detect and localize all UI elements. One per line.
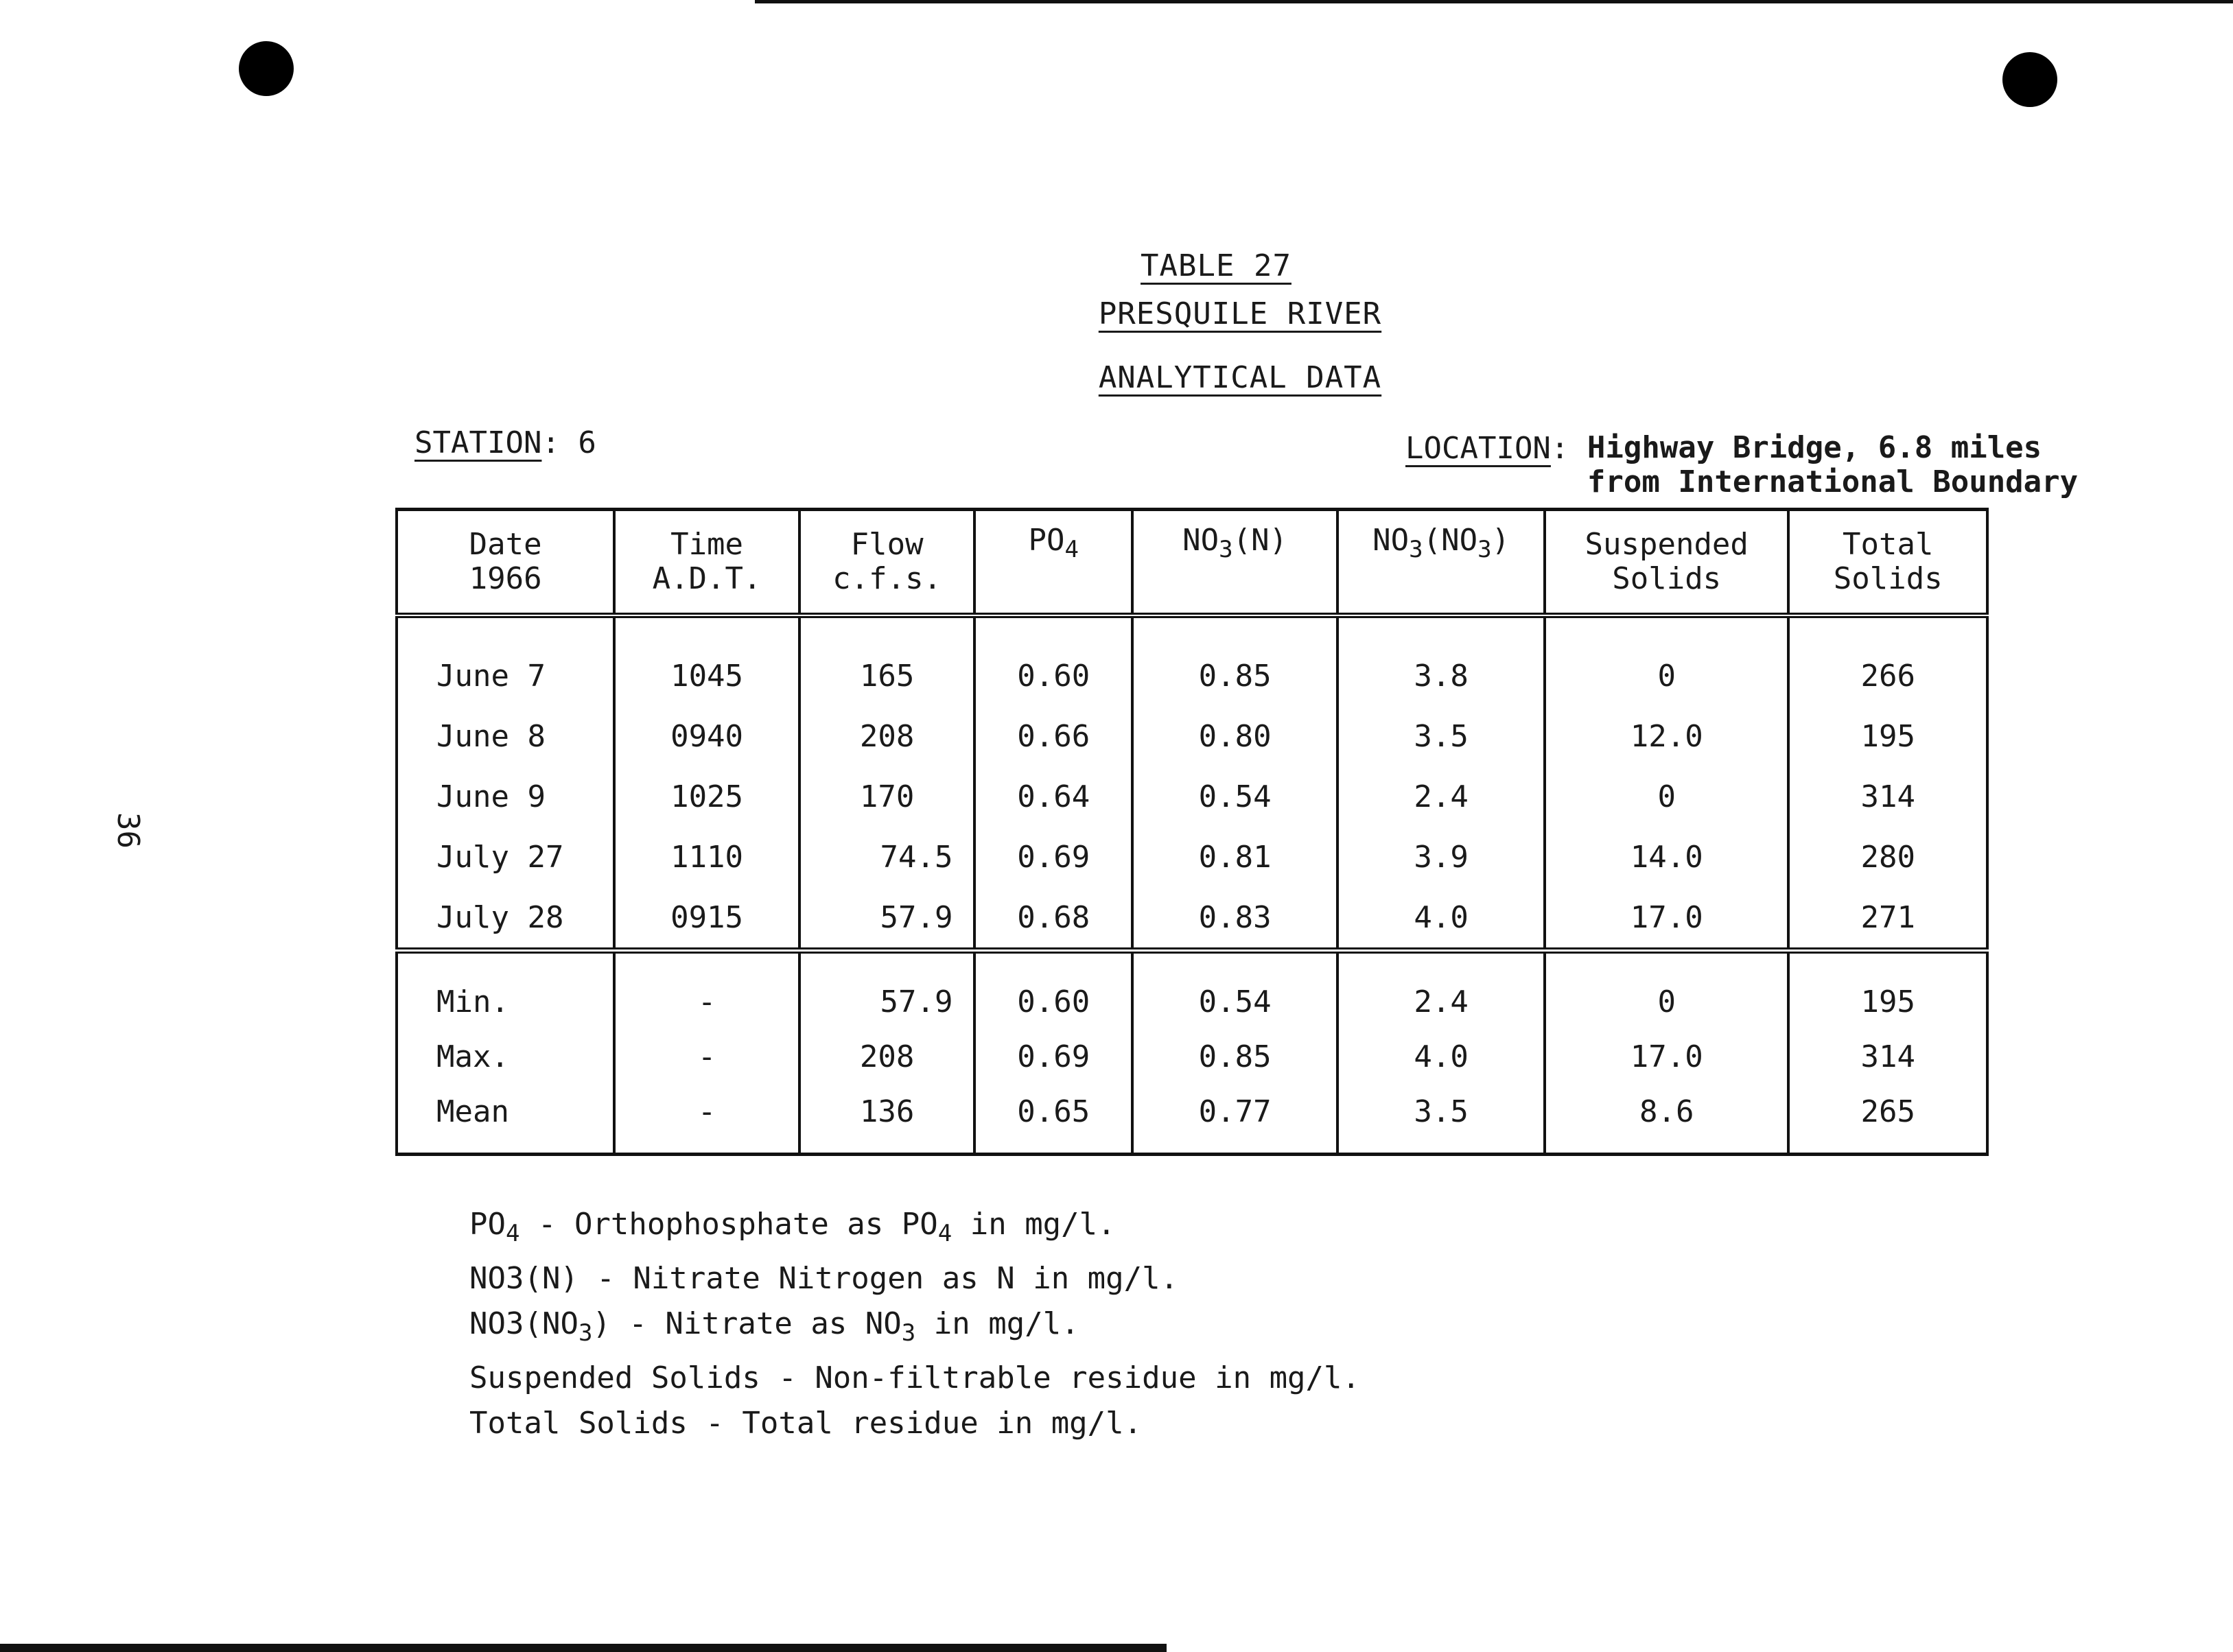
cell: 280	[1788, 827, 1987, 887]
cell: 57.9	[799, 887, 975, 951]
cell: 17.0	[1545, 1029, 1789, 1084]
cell: June 7	[397, 615, 614, 706]
cell: 3.9	[1337, 827, 1545, 887]
cell: 1110	[614, 827, 799, 887]
cell: 57.9	[799, 951, 975, 1030]
cell: 195	[1788, 706, 1987, 766]
header-date: Date 1966	[397, 510, 614, 616]
analytical-data-table	[395, 508, 1989, 1156]
station-value: 6	[578, 425, 596, 460]
cell: 0915	[614, 887, 799, 951]
table-number: TABLE 27	[1141, 248, 1291, 283]
cell: 0.83	[1132, 887, 1337, 951]
cell: 0.85	[1132, 615, 1337, 706]
footnote-po4: $PO_4$ - Orthophosphate as $PO_4$ in mg/l.	[469, 1207, 1116, 1247]
cell: 165	[799, 615, 975, 706]
header-no3-no3: $NO_3(NO_3)$	[1337, 510, 1545, 616]
cell: 0.66	[974, 706, 1132, 766]
cell: 208	[799, 1029, 975, 1084]
header-suspended-solids: Suspended Solids	[1545, 510, 1789, 616]
page-bottom-edge	[0, 1644, 1167, 1652]
cell: 0.69	[974, 1029, 1132, 1084]
cell: 17.0	[1545, 887, 1789, 951]
cell: 314	[1788, 1029, 1987, 1084]
cell: July 27	[397, 827, 614, 887]
location-line-2: from International Boundary	[1587, 464, 2079, 499]
cell: -	[614, 1084, 799, 1155]
cell: 170	[799, 766, 975, 827]
header-total-solids: Total Solids	[1788, 510, 1987, 616]
cell: 0.85	[1132, 1029, 1337, 1084]
cell: 0940	[614, 706, 799, 766]
table-header-row	[397, 510, 1987, 616]
cell: 314	[1788, 766, 1987, 827]
cell: 0.81	[1132, 827, 1337, 887]
cell: Min.	[397, 951, 614, 1030]
cell: 0.60	[974, 615, 1132, 706]
cell: 0	[1545, 615, 1789, 706]
cell: July 28	[397, 887, 614, 951]
cell: June 8	[397, 706, 614, 766]
location-value	[1587, 431, 2078, 499]
footnote-no3-no3: $NO3(NO_3)$ - Nitrate as $NO_3$ in mg/l.	[469, 1306, 1079, 1347]
cell: 3.5	[1337, 706, 1545, 766]
cell: 1045	[614, 615, 799, 706]
cell: 4.0	[1337, 1029, 1545, 1084]
cell: 195	[1788, 951, 1987, 1030]
cell: 0	[1545, 766, 1789, 827]
cell: 0.80	[1132, 706, 1337, 766]
table-row	[397, 766, 1987, 827]
cell: 2.4	[1337, 951, 1545, 1030]
station-info: STATION: 6	[414, 425, 596, 460]
footnote-total-solids: Total Solids - Total residue in mg/l.	[469, 1406, 1143, 1441]
location-line-1: Highway Bridge, 6.8 miles	[1587, 430, 2042, 465]
cell: 0	[1545, 951, 1789, 1030]
stats-row-mean	[397, 1084, 1987, 1155]
location-info: LOCATION: Highway Bridge, 6.8 miles from International Boundary	[1405, 430, 2079, 499]
cell: 2.4	[1337, 766, 1545, 827]
punch-hole-right	[2002, 52, 2057, 107]
cell: 0.54	[1132, 951, 1337, 1030]
footnotes	[469, 1202, 1360, 1446]
cell: June 9	[397, 766, 614, 827]
cell: 266	[1788, 615, 1987, 706]
cell: -	[614, 951, 799, 1030]
header-flow: Flow c.f.s.	[799, 510, 975, 616]
footnote-suspended-solids: Suspended Solids - Non-filtrable residue in mg/l.	[469, 1360, 1361, 1395]
cell: 271	[1788, 887, 1987, 951]
stats-row-max	[397, 1029, 1987, 1084]
stats-row-min	[397, 951, 1987, 1030]
table-row	[397, 706, 1987, 766]
cell: 0.69	[974, 827, 1132, 887]
cell: 1025	[614, 766, 799, 827]
table-subtitle: ANALYTICAL DATA	[1098, 360, 1382, 395]
page-top-edge	[755, 0, 2233, 3]
cell: Max.	[397, 1029, 614, 1084]
location-label: LOCATION	[1405, 431, 1551, 466]
cell: Mean	[397, 1084, 614, 1155]
cell: 0.65	[974, 1084, 1132, 1155]
cell: 8.6	[1545, 1084, 1789, 1155]
cell: 136	[799, 1084, 975, 1155]
cell: -	[614, 1029, 799, 1084]
header-po4: $PO_4$	[974, 510, 1132, 616]
cell: 74.5	[799, 827, 975, 887]
punch-hole-left	[239, 41, 294, 96]
cell: 4.0	[1337, 887, 1545, 951]
header-no3-n: $NO_3(N)$	[1132, 510, 1337, 616]
header-time: Time A.D.T.	[614, 510, 799, 616]
cell: 0.54	[1132, 766, 1337, 827]
table-row	[397, 615, 1987, 706]
cell: 208	[799, 706, 975, 766]
table-row	[397, 827, 1987, 887]
cell: 3.8	[1337, 615, 1545, 706]
cell: 14.0	[1545, 827, 1789, 887]
station-label: STATION	[414, 425, 542, 460]
cell: 265	[1788, 1084, 1987, 1155]
cell: 0.77	[1132, 1084, 1337, 1155]
footnote-no3-n: NO3(N) - Nitrate Nitrogen as N in mg/l.	[469, 1261, 1179, 1296]
cell: 0.68	[974, 887, 1132, 951]
river-name: PRESQUILE RIVER	[1098, 296, 1382, 331]
cell: 3.5	[1337, 1084, 1545, 1155]
cell: 0.64	[974, 766, 1132, 827]
cell: 12.0	[1545, 706, 1789, 766]
table-row	[397, 887, 1987, 951]
page-number: 36	[110, 812, 145, 849]
cell: 0.60	[974, 951, 1132, 1030]
